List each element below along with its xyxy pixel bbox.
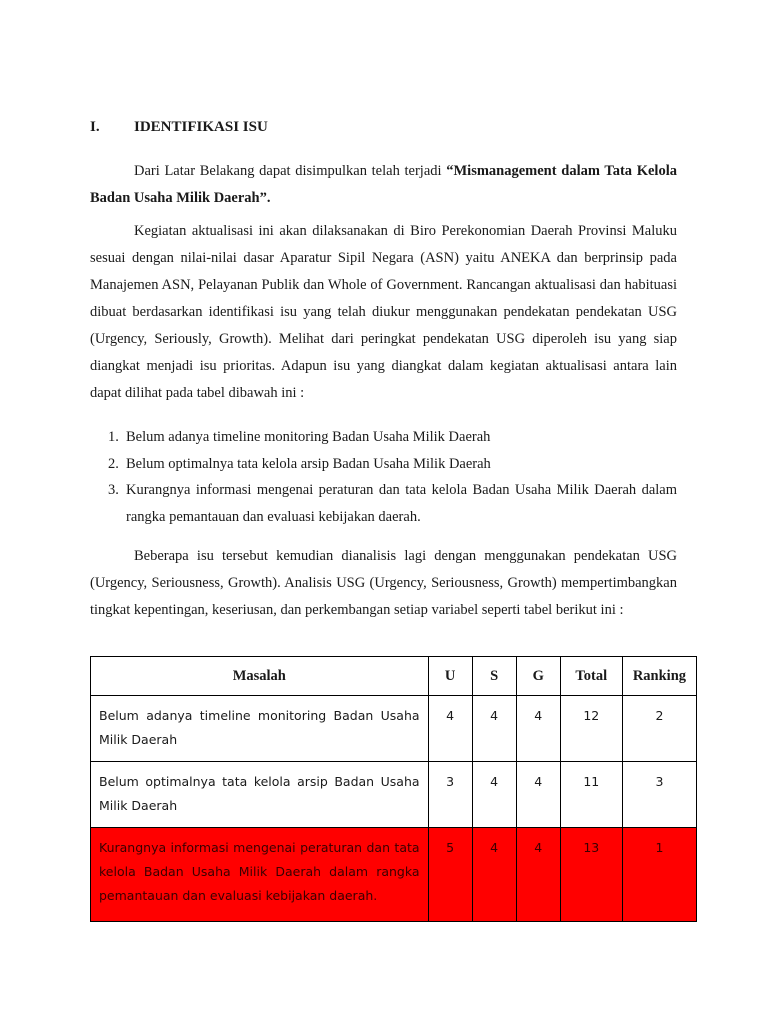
section-heading (90, 119, 268, 136)
section-number: I. (90, 119, 100, 135)
cell-g: 4 (516, 828, 560, 922)
cell-u: 5 (428, 828, 472, 922)
cell-total: 12 (560, 696, 622, 762)
list-marker: 2. (108, 455, 119, 472)
header-total: Total (560, 657, 622, 696)
header-u: U (428, 657, 472, 696)
list-item-text: Kurangnya informasi mengenai peraturan dan tata kelola Badan Usaha Milik Daerah dalam rangka pemantauan dan evaluasi kebijakan daerah. (126, 482, 677, 525)
context-text: Kegiatan aktualisasi ini akan dilaksanakan di Biro Perekonomian Daerah Provinsi Maluku sesuai dengan nilai-nilai dasar Aparatur Sipil Negara (ASN) yaitu ANEKA dan berprinsip pada Manajemen ASN, Pelayanan Publik dan Whole of Government. Rancangan aktualisasi dan habituasi dibuat berdasarkan identifikasi isu yang telah diukur menggunakan pendekatan pendekatan USG (Urgency, Seriously, Growth). Melihat dari peringkat pendekatan USG diperoleh isu yang siap diangkat menjadi isu prioritas. Adapun isu yang diangkat dalam kegiatan aktualisasi antara lain dapat dilihat pada tabel dibawah ini : (90, 223, 677, 401)
cell-s: 4 (472, 828, 516, 922)
table-row (91, 696, 697, 762)
cell-total: 13 (560, 828, 622, 922)
list-item (90, 424, 677, 451)
section-title: IDENTIFIKASI ISU (134, 119, 268, 135)
cell-s: 4 (472, 762, 516, 828)
cell-s: 4 (472, 696, 516, 762)
intro-bold-text: “Mismanagement dalam Tata Kelola Badan Usaha Milik Daerah”. (90, 163, 677, 206)
header-g: G (516, 657, 560, 696)
cell-masalah: Belum adanya timeline monitoring Badan Usaha Milik Daerah (91, 696, 429, 762)
cell-ranking: 1 (622, 828, 696, 922)
cell-g: 4 (516, 762, 560, 828)
header-masalah: Masalah (91, 657, 429, 696)
cell-ranking: 2 (622, 696, 696, 762)
usg-table (90, 656, 697, 922)
cell-total: 11 (560, 762, 622, 828)
analysis-text: Beberapa isu tersebut kemudian dianalisis lagi dengan menggunakan pendekatan USG (Urgency, Seriousness, Growth). Analisis USG (Urgency, Seriousness, Growth) mempertimbangkan tingkat kepentingan, keseriusan, dan perkembangan setiap variabel seperti tabel berikut ini : (90, 548, 677, 618)
cell-masalah: Belum optimalnya tata kelola arsip Badan Usaha Milik Daerah (91, 762, 429, 828)
intro-paragraph (90, 158, 677, 212)
list-marker: 1. (108, 429, 119, 445)
list-item (90, 477, 677, 530)
cell-u: 3 (428, 762, 472, 828)
table-header-row (91, 657, 697, 696)
cell-u: 4 (428, 696, 472, 762)
analysis-paragraph (90, 543, 677, 624)
issue-list (90, 424, 677, 530)
list-marker: 3. (108, 482, 119, 498)
list-item-text: Belum optimalnya tata kelola arsip Badan Usaha Milik Daerah (126, 455, 491, 472)
list-item-text: Belum adanya timeline monitoring Badan Usaha Milik Daerah (126, 429, 491, 445)
table-row-highlighted (91, 828, 697, 922)
header-ranking: Ranking (622, 657, 696, 696)
table-row (91, 762, 697, 828)
cell-masalah: Kurangnya informasi mengenai peraturan dan tata kelola Badan Usaha Milik Daerah dalam rangka pemantauan dan evaluasi kebijakan daerah. (91, 828, 429, 922)
intro-text: Dari Latar Belakang dapat disimpulkan telah terjadi (134, 163, 447, 179)
cell-ranking: 3 (622, 762, 696, 828)
cell-g: 4 (516, 696, 560, 762)
header-s: S (472, 657, 516, 696)
context-paragraph (90, 218, 677, 407)
list-item (90, 451, 677, 478)
